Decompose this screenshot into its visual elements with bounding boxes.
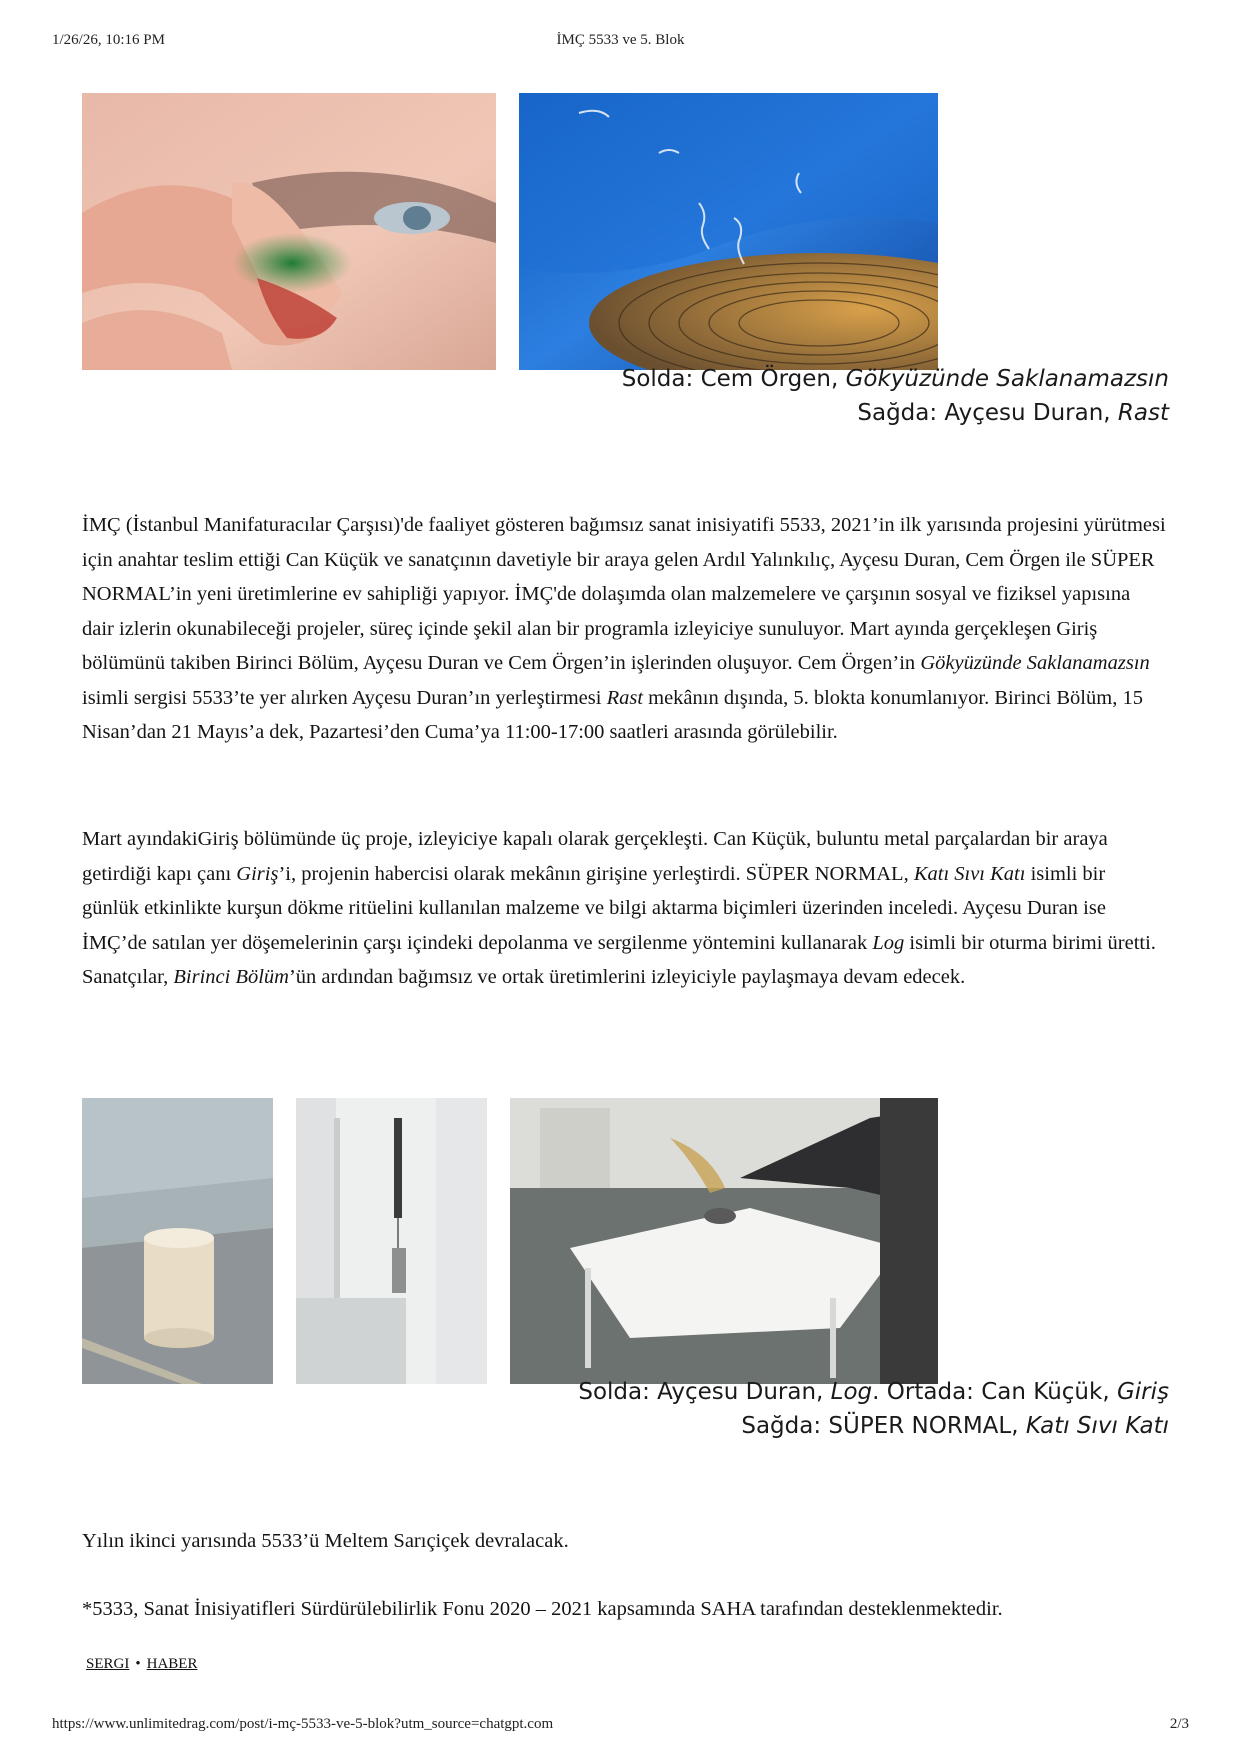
tag-list	[86, 1656, 197, 1673]
figure2-caption-line1: Solda: Ayçesu Duran, Log. Ortada: Can Küçük, Giriş	[578, 1379, 1169, 1405]
photo-aycesu-duran-rast	[519, 93, 938, 370]
photo-super-normal-kati-sivi-kati	[510, 1098, 938, 1384]
figure2-caption-line2: Sağda: SÜPER NORMAL, Katı Sıvı Katı	[741, 1413, 1169, 1439]
tag-link-sergi[interactable]: SERGI	[86, 1656, 130, 1672]
figure1-caption-line2: Sağda: Ayçesu Duran, Rast	[857, 400, 1169, 426]
print-url: https://www.unlimitedrag.com/post/i-mç-5533-ve-5-blok?utm_source=chatgpt.com	[52, 1716, 554, 1732]
print-page-title: İMÇ 5533 ve 5. Blok	[556, 32, 685, 48]
tag-separator: •	[135, 1656, 141, 1672]
body-paragraph-3: Yılın ikinci yarısında 5533’ü Meltem Sarıçiçek devralacak.	[82, 1530, 569, 1552]
body-paragraph-4: *5333, Sanat İnisiyatifleri Sürdürülebilirlik Fonu 2020 – 2021 kapsamında SAHA tarafından desteklenmektedir.	[82, 1598, 1003, 1620]
print-page-number: 2/3	[1169, 1716, 1189, 1732]
body-paragraph-1: İMÇ (İstanbul Manifaturacılar Çarşısı)'de faaliyet gösteren bağımsız sanat inisiyatifi 5533, 2021’in ilk yarısında projesini yürütmesi için anahtar teslim ettiği Can Küçük ve sanatçının davetiyle bir araya gelen Ardıl Yalınkılıç, Ayçesu Duran, Cem Örgen ile SÜPER NORMAL’in yeni üretimlerine ev sahipliği yapıyor. İMÇ'de dolaşımda olan malzemelere ve çarşının sosyal ve fiziksel yapısına dair izlerin okunabileceği projeler, süreç içinde şekil alan bir programla izleyiciye sunuluyor. Mart ayında gerçekleşen Giriş bölümünü takiben Birinci Bölüm, Ayçesu Duran ve Cem Örgen’in işlerinden oluşuyor. Cem Örgen’in Gökyüzünde Saklanamazsın isimli sergisi 5533’te yer alırken Ayçesu Duran’ın yerleştirmesi Rast mekânın dışında, 5. blokta konumlanıyor. Birinci Bölüm, 15 Nisan’dan 21 Mayıs’a dek, Pazartesi’den Cuma’ya 11:00-17:00 saatleri arasında görülebilir.	[82, 514, 1166, 743]
body-paragraph-2: Mart ayındakiGiriş bölümünde üç proje, izleyiciye kapalı olarak gerçekleşti. Can Küçük, buluntu metal parçalardan bir araya getirdiği kapı çanı Giriş’i, projenin habercisi olarak mekânın girişine yerleştirdi. SÜPER NORMAL, Katı Sıvı Katı isimli bir günlük etkinlikte kurşun dökme ritüelini kullanılan malzeme ve bilgi aktarma biçimleri üzerinden inceledi. Ayçesu Duran ise İMÇ’de satılan yer döşemelerinin çarşı içindeki depolanma ve sergilenme yöntemini kullanarak Log isimli bir oturma birimi üretti. Sanatçılar, Birinci Bölüm’ün ardından bağımsız ve ortak üretimlerini izleyiciyle paylaşmaya devam edecek.	[82, 828, 1156, 988]
photo-can-kucuk-giris	[296, 1098, 487, 1384]
photo-aycesu-duran-log	[82, 1098, 273, 1384]
figure1-caption-line1: Solda: Cem Örgen, Gökyüzünde Saklanamazsın	[621, 366, 1169, 392]
tag-link-haber[interactable]: HABER	[146, 1656, 198, 1672]
print-datetime: 1/26/26, 10:16 PM	[52, 32, 165, 48]
photo-cem-orgen-face	[82, 93, 496, 370]
